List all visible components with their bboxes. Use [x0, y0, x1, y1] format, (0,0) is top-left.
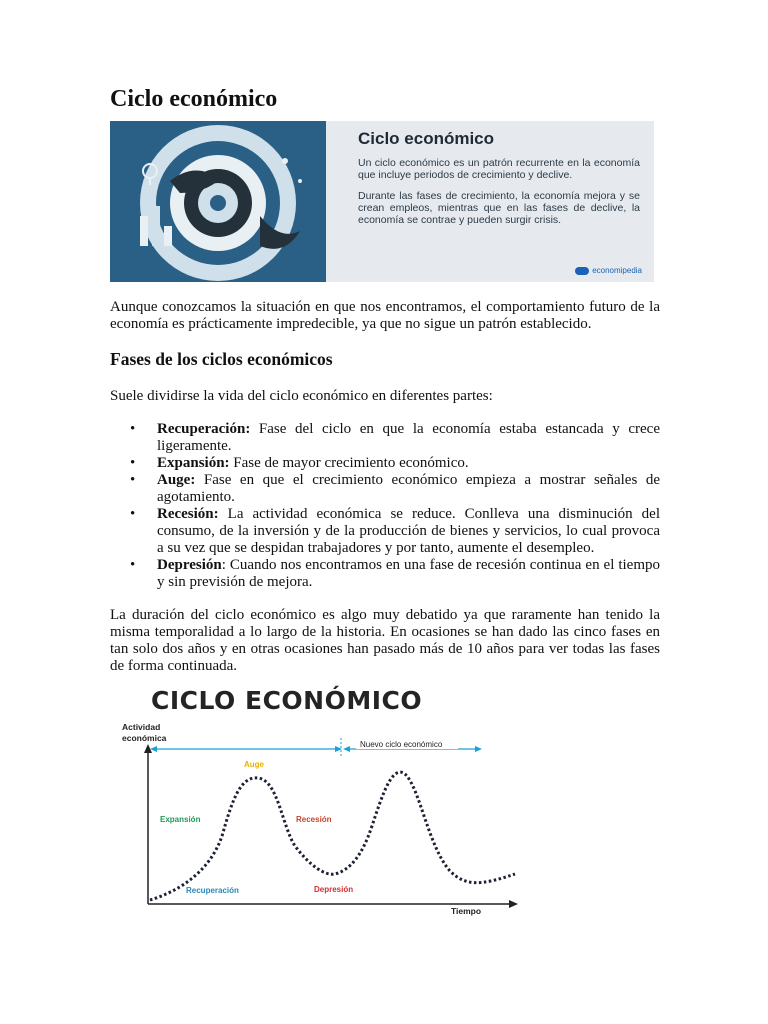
list-item: [110, 455, 660, 472]
cycle-curve: [150, 772, 515, 900]
bullet-icon: •: [130, 506, 136, 522]
phase-term: Auge:: [157, 472, 196, 488]
logo-text: economipedia: [592, 266, 642, 275]
page-title: Ciclo económico: [110, 86, 278, 112]
section-heading: Fases de los ciclos económicos: [110, 349, 333, 369]
diagram-title: CICLO ECONÓMICO: [151, 686, 423, 715]
y-axis-label: económica: [122, 733, 167, 743]
x-axis-arrow-icon: [509, 900, 518, 908]
bullet-icon: •: [130, 455, 136, 471]
phase-label-auge: Auge: [244, 760, 264, 769]
y-axis-label: Actividad: [122, 722, 161, 732]
x-axis-label: Tiempo: [451, 906, 482, 916]
phase-text: Fase de mayor crecimiento económico.: [229, 455, 469, 471]
list-item: [110, 557, 660, 591]
arrow-right-icon: [475, 746, 482, 752]
new-cycle-label: Nuevo ciclo económico: [360, 740, 443, 749]
phase-text: La actividad económica se reduce. Conlleva una disminución del consumo, de la inversión y de la producción de bienes y servicios, lo cual provoca a su vez que se despidan trabajadores y por tanto, aumente el desempleo.: [157, 506, 660, 556]
bullet-icon: •: [130, 472, 136, 488]
phase-term: Expansión:: [157, 455, 230, 471]
banner-paragraph: Durante las fases de crecimiento, la economía mejora y se crean empleos, mientras que en las fases de declive, la economía se contrae y pueden surgir crisis.: [358, 190, 640, 226]
intro-paragraph: Aunque conozcamos la situación en que nos encontramos, el comportamiento futuro de la economía es prácticamente impredecible, ya que no sigue un patrón establecido.: [110, 299, 660, 332]
phase-label-expansion: Expansión: [160, 815, 201, 824]
list-item: [110, 506, 660, 557]
phase-term: Recuperación:: [157, 421, 251, 437]
economy-illustration: [110, 121, 326, 282]
phase-term: Recesión:: [157, 506, 219, 522]
y-axis-arrow-icon: [144, 744, 152, 753]
phases-list: [110, 421, 660, 591]
phase-label-depresion: Depresión: [314, 885, 354, 894]
cycle-diagram: [110, 716, 530, 926]
phase-text: Fase del ciclo en que la economía estaba estancada y crece ligeramente.: [157, 421, 660, 454]
list-item: [110, 421, 660, 455]
phase-label-recuperacion: Recuperación: [186, 886, 239, 895]
phase-label-recesion: Recesión: [296, 815, 332, 824]
banner-title: Ciclo económico: [358, 129, 495, 148]
banner-paragraph: Un ciclo económico es un patrón recurrente en la economía que incluye periodos de crecimiento y declive.: [358, 157, 640, 181]
closing-paragraph: La duración del ciclo económico es algo muy debatido ya que raramente han tenido la misma temporalidad a lo largo de la historia. En ocasiones se han dado las cinco fases en tan solo dos años y en otras ocasiones han pasado más de 10 años para ver todas las fases de forma continuada.: [110, 607, 660, 674]
economipedia-logo: [575, 266, 642, 275]
banner-image: [110, 121, 654, 282]
bullet-icon: •: [130, 557, 136, 573]
bullet-icon: •: [130, 421, 136, 437]
section-intro: Suele dividirse la vida del ciclo económico en diferentes partes:: [110, 388, 493, 404]
logo-icon: [575, 267, 589, 275]
arrow-left-icon: [343, 746, 350, 752]
list-item: [110, 472, 660, 506]
phase-text: Fase en que el crecimiento económico empieza a mostrar señales de agotamiento.: [157, 472, 660, 505]
phase-text: : Cuando nos encontramos en una fase de recesión continua en el tiempo y sin previsión de mejora.: [157, 557, 660, 590]
phase-term: Depresión: [157, 557, 222, 573]
